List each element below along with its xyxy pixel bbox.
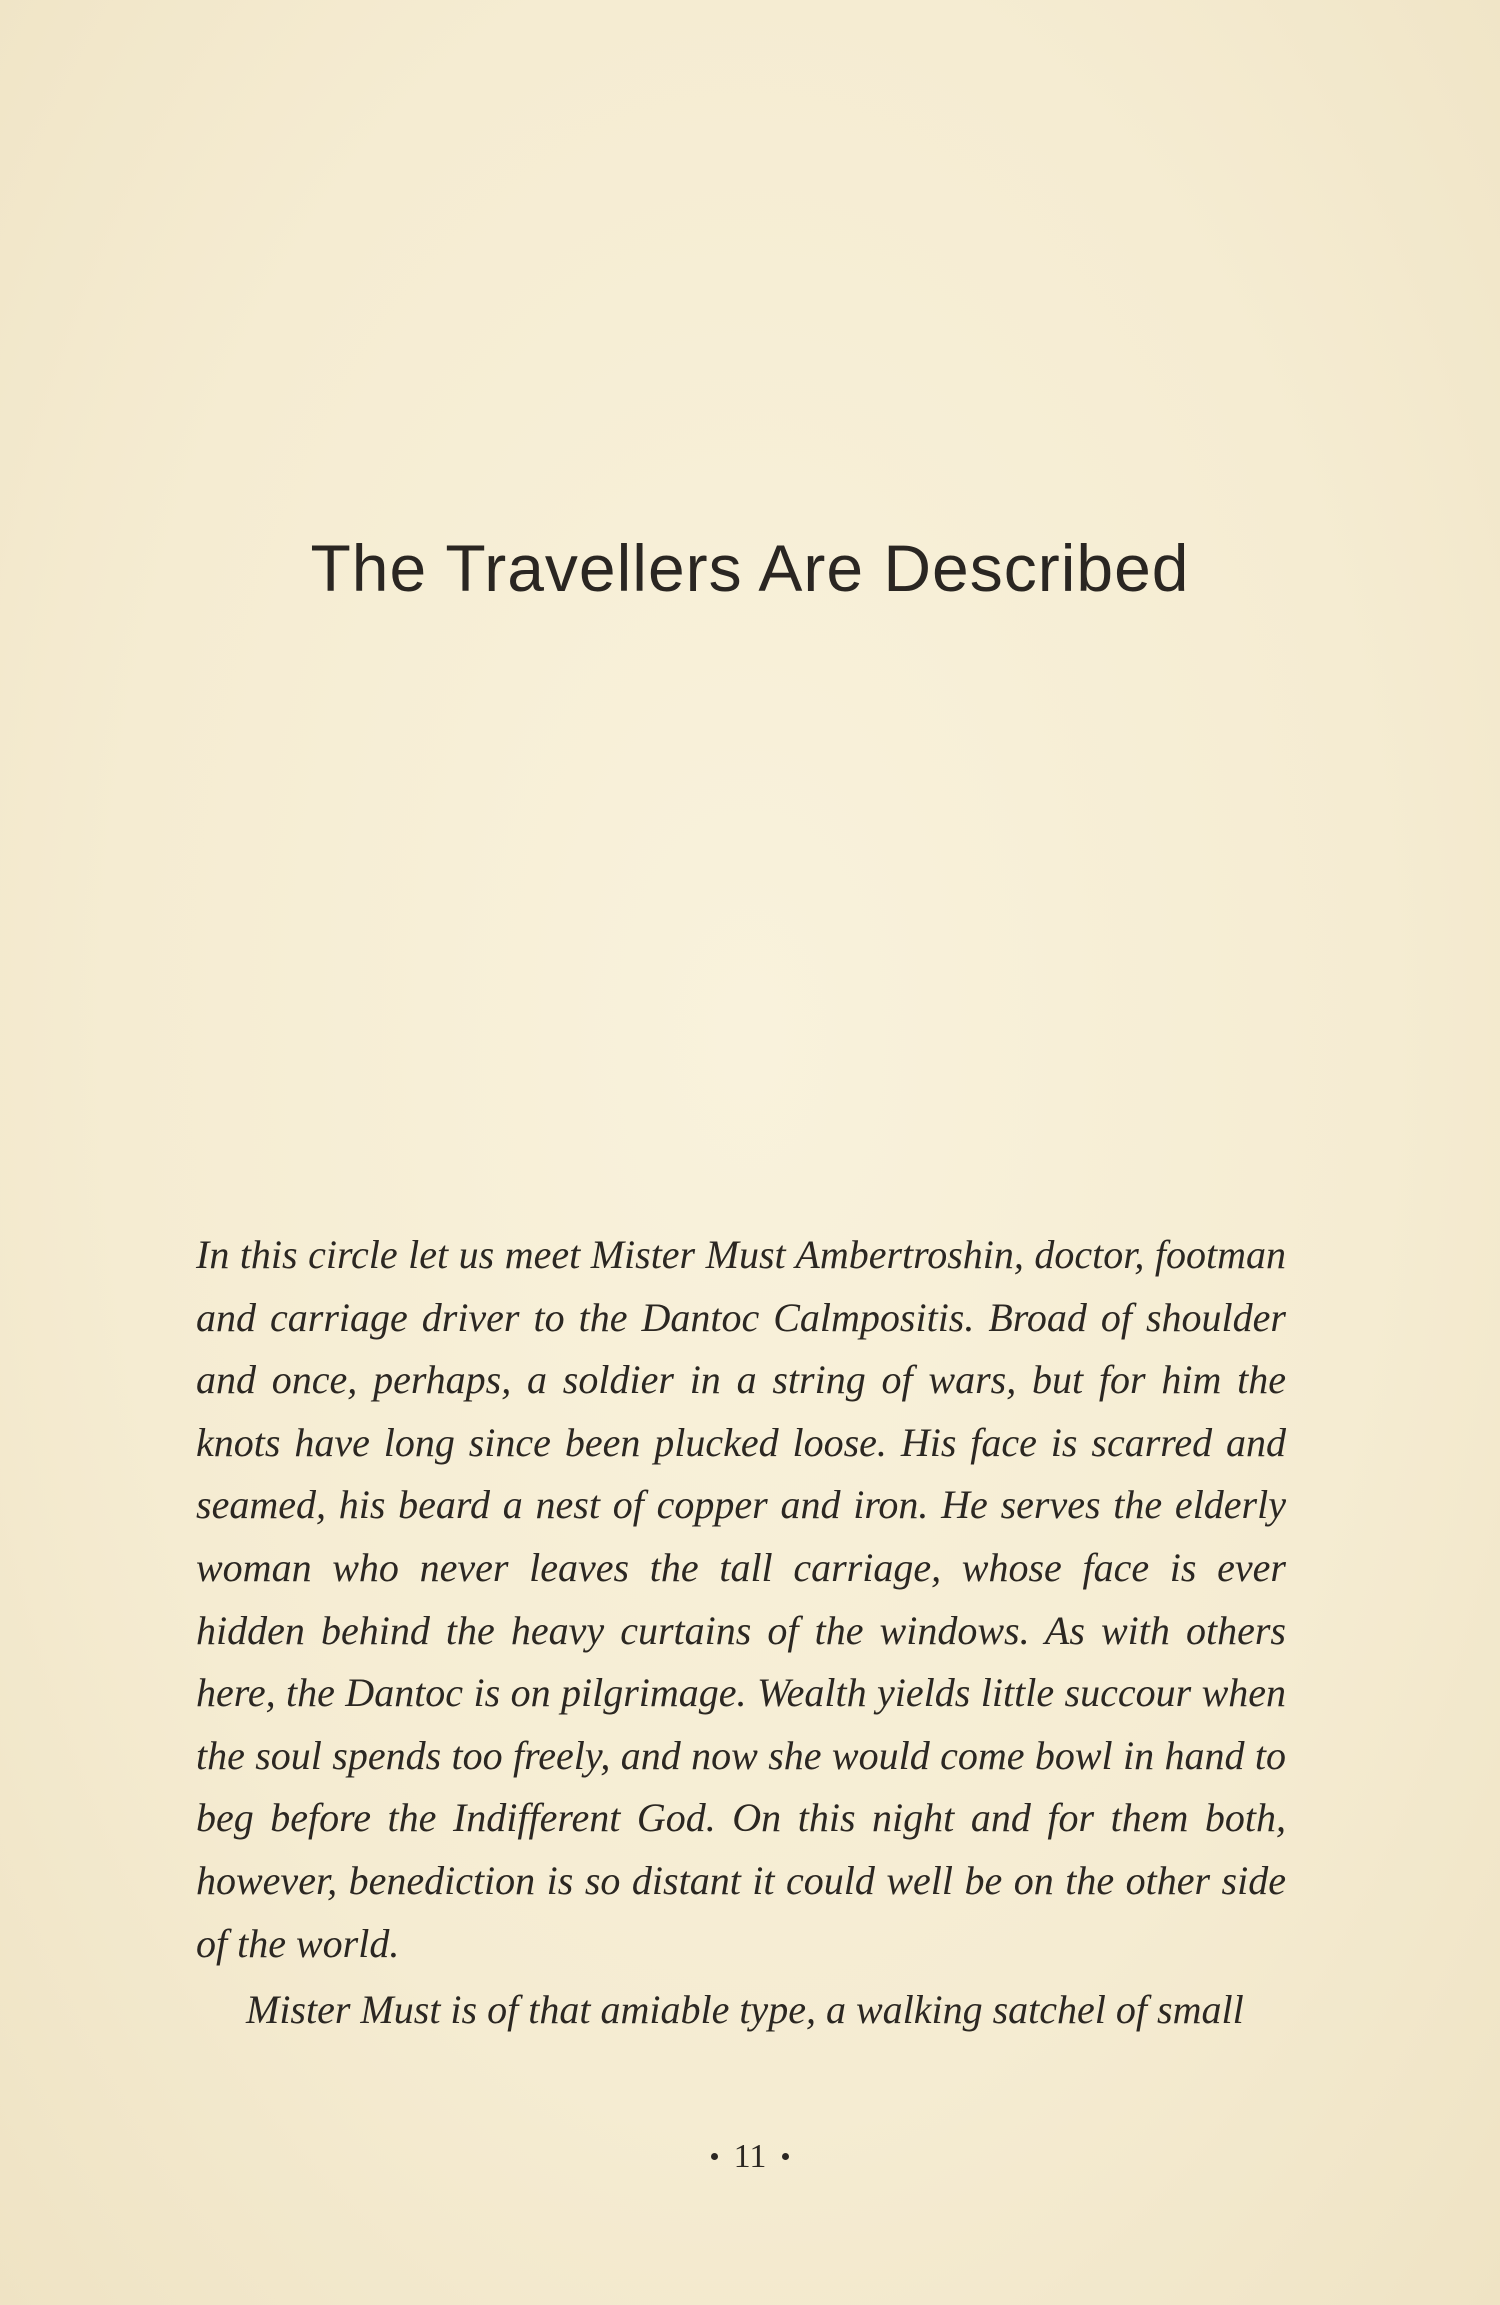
paragraph-2: Mister Must is of that amiable type, a walking satchel of small (246, 1987, 1244, 2033)
page-number-footer (0, 2138, 1500, 2176)
chapter-title: The Travellers Are Described (310, 531, 1190, 605)
body-text (196, 1224, 1286, 2042)
bullet-dot-icon (782, 2153, 789, 2160)
bullet-dot-icon (711, 2153, 718, 2160)
paragraph-1: In this circle let us meet Mister Must Ambertroshin, doctor, footman and carriage driver to the Dantoc Calmpositis. Broad of shoulder and once, perhaps, a soldier in a string of wars, but for him the knots have long since been plucked loose. His face is scarred and seamed, his beard a nest of copper and iron. He serves the elderly woman who never leaves the tall carriage, whose face is ever hidden behind the heavy curtains of the windows. As with others here, the Dantoc is on pilgrimage. Wealth yields little succour when the soul spends too freely, and now she would come bowl in hand to beg before the Indifferent God. On this night and for them both, however, benediction is so distant it could well be on the other side of the world. (196, 1232, 1286, 1966)
page-number: 11 (733, 2138, 767, 2175)
